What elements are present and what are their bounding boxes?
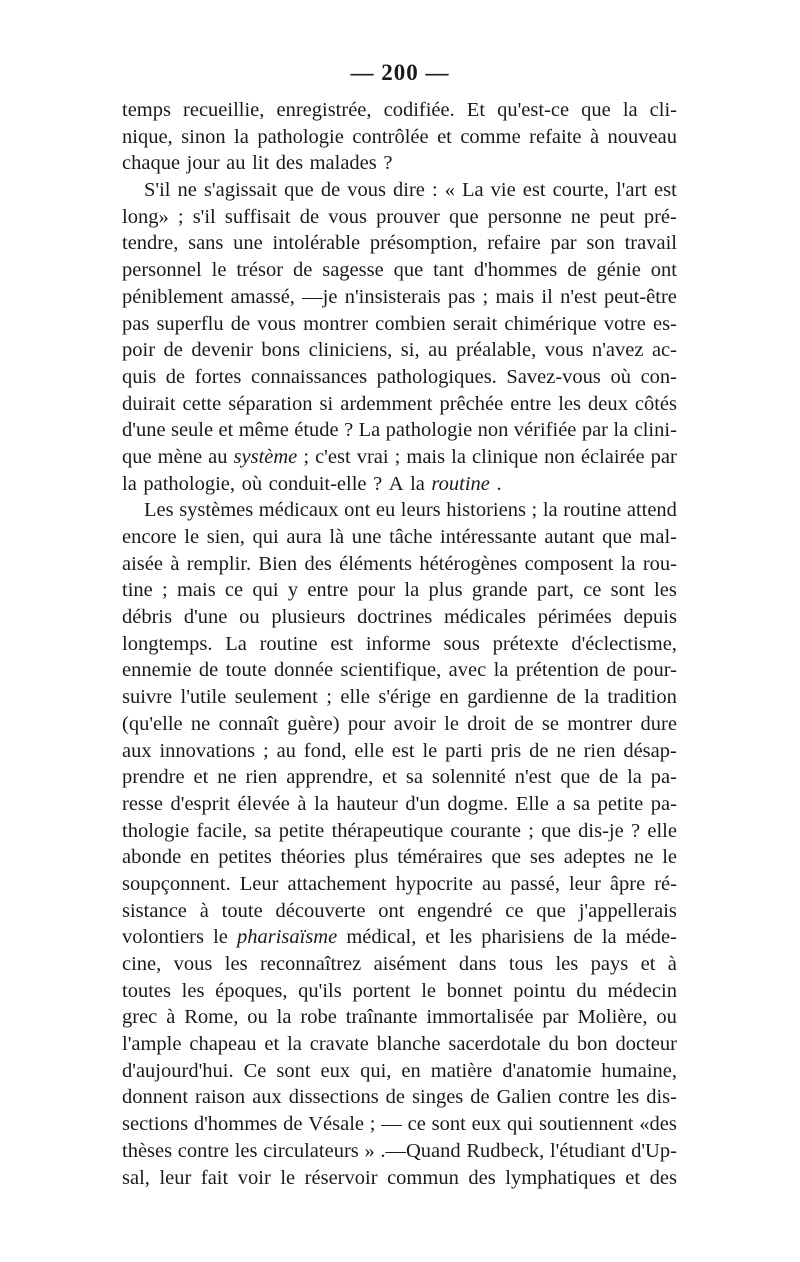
text-line: pas superflu de vous montrer combien serait chimérique votre es- [122, 312, 677, 335]
text-line: poir de devenir bons cliniciens, si, au préalable, vous n'avez ac- [122, 339, 677, 362]
text-line: soupçonnent. Leur attachement hypocrite au passé, leur âpre ré- [122, 872, 677, 895]
text-line: (qu'elle ne connaît guère) pour avoir le droit de se montrer dure [122, 712, 677, 735]
text-line: abonde en petites théories plus téméraires que ses adeptes ne le [122, 846, 677, 869]
text-line: grec à Rome, ou la robe traînante immortalisée par Molière, ou [122, 1006, 677, 1029]
text-line: sections d'hommes de Vésale ; — ce sont eux qui soutiennent «des [122, 1113, 677, 1136]
text-line: la pathologie, où conduit-elle ? A la routine . [122, 472, 502, 495]
text-line: volontiers le pharisaïsme médical, et les pharisiens de la méde- [122, 926, 677, 949]
text-line: péniblement amassé, —je n'insisterais pas ; mais il n'est peut-être [122, 285, 677, 308]
text-line: temps recueillie, enregistrée, codifiée. Et qu'est-ce que la cli- [122, 99, 677, 121]
text-line: resse d'esprit élevée à la hauteur d'un dogme. Elle a sa petite pa- [122, 792, 677, 815]
text-line: suivre l'utile seulement ; elle s'érige en gardienne de la tradition [122, 686, 677, 709]
text-line: sal, leur fait voir le réservoir commun des lymphatiques et des [122, 1166, 677, 1189]
text-line: nique, sinon la pathologie contrôlée et comme refaite à nouveau [122, 125, 677, 148]
body-text [122, 97, 677, 1191]
text-line: thèses contre les circulateurs » .—Quand Rudbeck, l'étudiant d'Up- [122, 1139, 677, 1162]
text-line: d'une seule et même étude ? La pathologie non vérifiée par la clini- [122, 419, 677, 442]
text-line: que mène au système ; c'est vrai ; mais la clinique non éclairée par [122, 445, 677, 468]
text-line: débris d'une ou plusieurs doctrines médicales périmées depuis [122, 606, 677, 629]
text-line: ennemie de toute donnée scientifique, avec la prétention de pour- [122, 659, 677, 682]
text-line: quis de fortes connaissances pathologiques. Savez-vous où con- [122, 365, 677, 388]
text-line: prendre et ne rien apprendre, et sa solennité n'est que de la pa- [122, 766, 677, 789]
text-line: d'aujourd'hui. Ce sont eux qui, en matière d'anatomie humaine, [122, 1059, 677, 1082]
page-number: — 200 — [350, 60, 450, 85]
text-line: donnent raison aux dissections de singes de Galien contre les dis- [122, 1086, 677, 1109]
text-line: tendre, sans une intolérable présomption, refaire par son travail [122, 232, 677, 255]
text-line: toutes les époques, qu'ils portent le bonnet pointu du médecin [122, 979, 677, 1002]
text-line: thologie facile, sa petite thérapeutique courante ; que dis-je ? elle [122, 819, 677, 842]
text-line: long» ; s'il suffisait de vous prouver que personne ne peut pré- [122, 205, 677, 228]
text-line: aux innovations ; au fond, elle est le parti pris de ne rien désap- [122, 739, 677, 762]
text-line: cine, vous les reconnaîtrez aisément dans tous les pays et à [122, 953, 677, 975]
text-line: Les systèmes médicaux ont eu leurs historiens ; la routine attend [144, 499, 677, 522]
text-line: personnel le trésor de sagesse que tant d'hommes de génie ont [122, 259, 677, 282]
text-line: S'il ne s'agissait que de vous dire : « La vie est courte, l'art est [144, 179, 677, 202]
text-line: tine ; mais ce qui y entre pour la plus grande part, ce sont les [122, 579, 677, 602]
text-line: encore le sien, qui aura là une tâche intéressante autant que mal- [122, 526, 677, 548]
text-line: duirait cette séparation si ardemment prêchée entre les deux côtés [122, 392, 677, 415]
text-line: sistance à toute découverte ont engendré ce que j'appellerais [122, 899, 677, 922]
text-line: chaque jour au lit des malades ? [122, 152, 393, 175]
text-line: l'ample chapeau et la cravate blanche sacerdotale du bon docteur [122, 1033, 677, 1056]
text-line: aisée à remplir. Bien des éléments hétérogènes composent la rou- [122, 552, 677, 575]
text-line: longtemps. La routine est informe sous prétexte d'éclectisme, [122, 632, 677, 655]
